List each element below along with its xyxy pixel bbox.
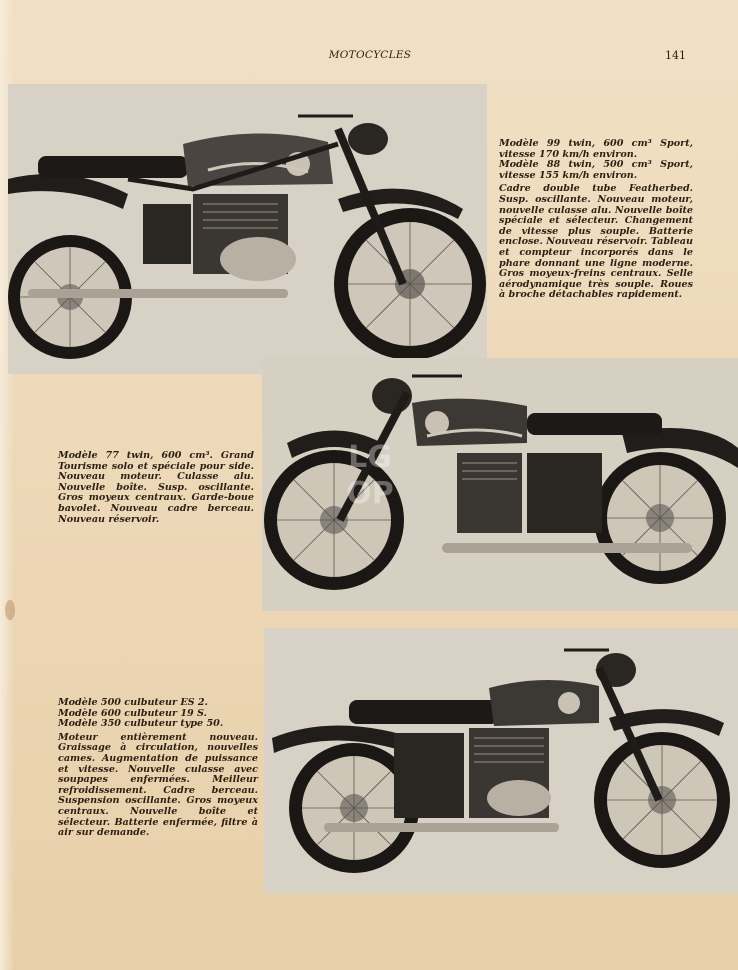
binder-hole <box>5 600 15 620</box>
caption-model-77 <box>58 451 254 528</box>
model-line: Modèle 350 culbuteur type 50. <box>58 718 224 730</box>
caption-description: Moteur entièrement nouveau. Graissage à circulation, nouvelles cames. Augmentation de puissance et vitesse. Nouvelle culasse avec soupapes enfermées. Meilleur refroidissement. Cadre berceau. Suspension oscillante. Gros moyeux centraux. Nouvelle boîte et sélecteur. Batterie enfermée, filtre à air sur demande. <box>58 731 258 839</box>
caption-description: Cadre double tube Featherbed. Susp. oscillante. Nouveau moteur, nouvelle culasse alu. Nouvelle boîte spéciale et sélecteur. Changement de vitesse plus souple. Batterie enclose. Nouveau réservoir. Tableau et compteur incorporés dans le phare donnant une ligne moderne. Gros moyeux-freins centraux. Selle aérodynamique très souple. Roues à broche détachables rapidement. <box>499 183 693 301</box>
caption-description: Nouveau moteur. Culasse alu. Nouvelle boîte. Susp. oscillante. Gros moyeux centraux. Garde-boue bavolet. Nouveau cadre berceau. Nouveau réservoir. <box>58 471 254 525</box>
running-header: MOTOCYCLES <box>328 49 412 61</box>
model-line: Modèle 99 twin, 600 cm³ Sport, vitesse 170 km/h environ. <box>499 138 693 160</box>
caption-model-99-88 <box>499 139 693 304</box>
motorcycle-photo-3 <box>264 628 738 894</box>
watermark: LG OP <box>346 440 394 511</box>
page-number: 141 <box>665 49 686 62</box>
model-line: Modèle 88 twin, 500 cm³ Sport, vitesse 155 km/h environ. <box>499 159 693 181</box>
model-line: Modèle 77 twin, 600 cm³. Grand Tourisme solo et spéciale pour side. <box>58 450 254 472</box>
model-line: Modèle 500 culbuteur ES 2. <box>58 697 208 708</box>
caption-model-culbuteur <box>58 698 258 842</box>
model-line: Modèle 600 culbuteur 19 S. <box>58 707 207 719</box>
motorcycle-photo-1 <box>8 84 487 374</box>
